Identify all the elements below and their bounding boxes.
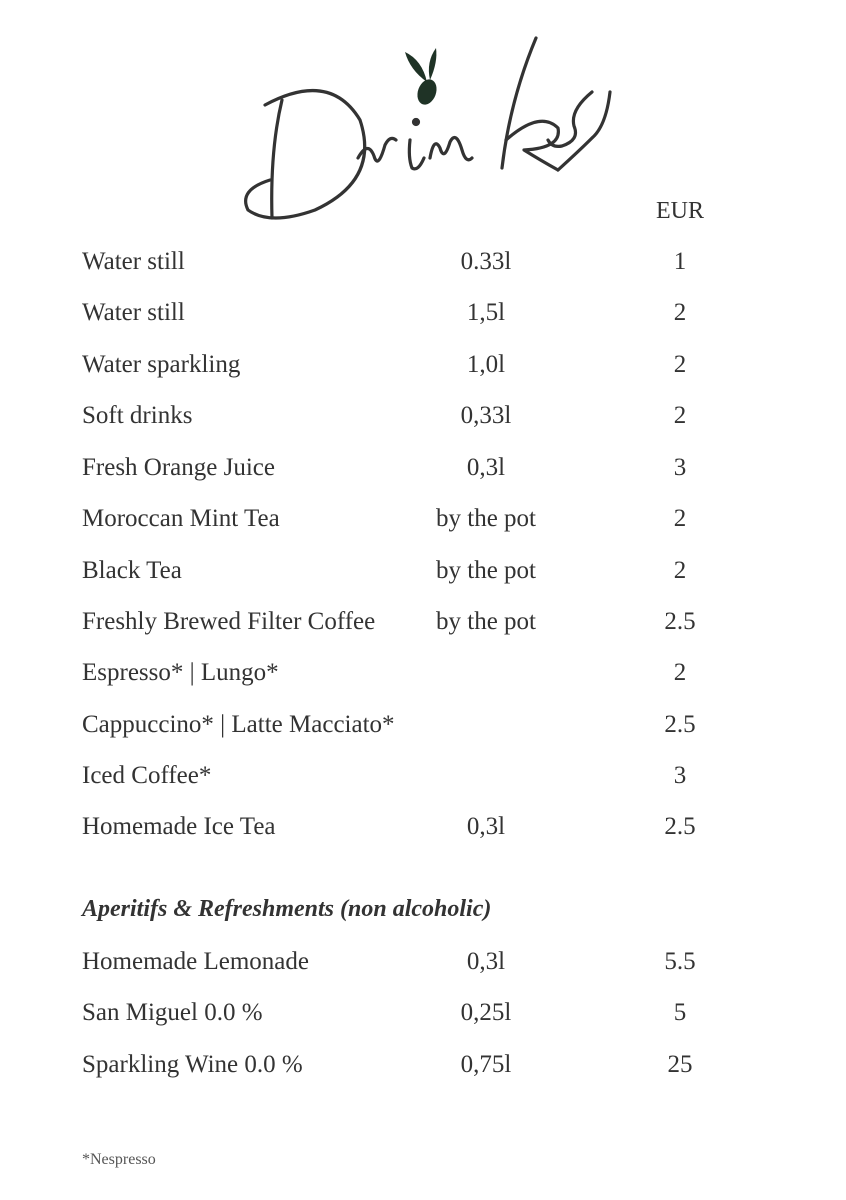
drink-name: Homemade Lemonade <box>82 948 309 975</box>
drink-size: by the pot <box>436 505 536 532</box>
drink-name: Homemade Ice Tea <box>82 813 276 840</box>
olive-icon <box>405 48 440 107</box>
menu-row <box>82 505 782 545</box>
drink-size: 0,75l <box>460 1051 512 1078</box>
drink-price: 2 <box>673 557 687 584</box>
drink-size: 0,33l <box>460 402 512 429</box>
menu-row <box>82 454 782 494</box>
menu-row <box>82 999 782 1039</box>
drink-size: by the pot <box>436 608 536 635</box>
drink-size: by the pot <box>436 557 536 584</box>
drink-price: 3 <box>673 454 687 481</box>
menu-row <box>82 762 782 802</box>
drink-name: Fresh Orange Juice <box>82 454 275 481</box>
drink-size: 0,25l <box>460 999 512 1026</box>
currency-header: EUR <box>656 198 704 224</box>
drink-price: 2 <box>673 505 687 532</box>
drink-name: Black Tea <box>82 557 182 584</box>
drink-size: 1,0l <box>466 351 506 378</box>
drink-name: Espresso* | Lungo* <box>82 659 279 686</box>
drink-price: 2.5 <box>664 813 696 840</box>
drink-name: Soft drinks <box>82 402 193 429</box>
menu-row <box>82 557 782 597</box>
menu-row <box>82 948 782 988</box>
drink-name: Cappuccino* | Latte Macciato* <box>82 711 395 738</box>
drink-size: 0,3l <box>466 454 506 481</box>
menu-row <box>82 813 782 853</box>
aperitifs-section-title: Aperitifs & Refreshments (non alcoholic) <box>82 896 492 922</box>
drink-price: 5 <box>673 999 687 1026</box>
drink-size: 0.33l <box>460 248 512 275</box>
drink-price: 2 <box>673 299 687 326</box>
menu-row <box>82 659 782 699</box>
footnote: *Nespresso <box>82 1151 156 1168</box>
drink-size: 0,3l <box>466 813 506 840</box>
menu-row <box>82 711 782 751</box>
menu-row <box>82 248 782 288</box>
drink-name: Freshly Brewed Filter Coffee <box>82 608 376 635</box>
drink-name: San Miguel 0.0 % <box>82 999 263 1026</box>
menu-row <box>82 299 782 339</box>
drink-name: Moroccan Mint Tea <box>82 505 280 532</box>
drink-price: 2 <box>673 402 687 429</box>
drink-name: Iced Coffee* <box>82 762 212 789</box>
drink-name: Sparkling Wine 0.0 % <box>82 1051 303 1078</box>
menu-row <box>82 351 782 391</box>
drink-price: 1 <box>673 248 687 275</box>
drink-price: 2.5 <box>664 711 696 738</box>
drink-name: Water sparkling <box>82 351 241 378</box>
menu-row <box>82 608 782 648</box>
drinks-script-title <box>240 30 620 225</box>
drink-name: Water still <box>82 248 185 275</box>
drink-price: 2 <box>673 351 687 378</box>
menu-row <box>82 402 782 442</box>
drink-price: 2.5 <box>664 608 696 635</box>
drink-price: 5.5 <box>664 948 696 975</box>
drink-name: Water still <box>82 299 185 326</box>
drink-price: 2 <box>673 659 687 686</box>
drink-price: 25 <box>667 1051 693 1078</box>
drink-size: 0,3l <box>466 948 506 975</box>
drink-price: 3 <box>673 762 687 789</box>
drink-size: 1,5l <box>466 299 506 326</box>
menu-row <box>82 1051 782 1091</box>
